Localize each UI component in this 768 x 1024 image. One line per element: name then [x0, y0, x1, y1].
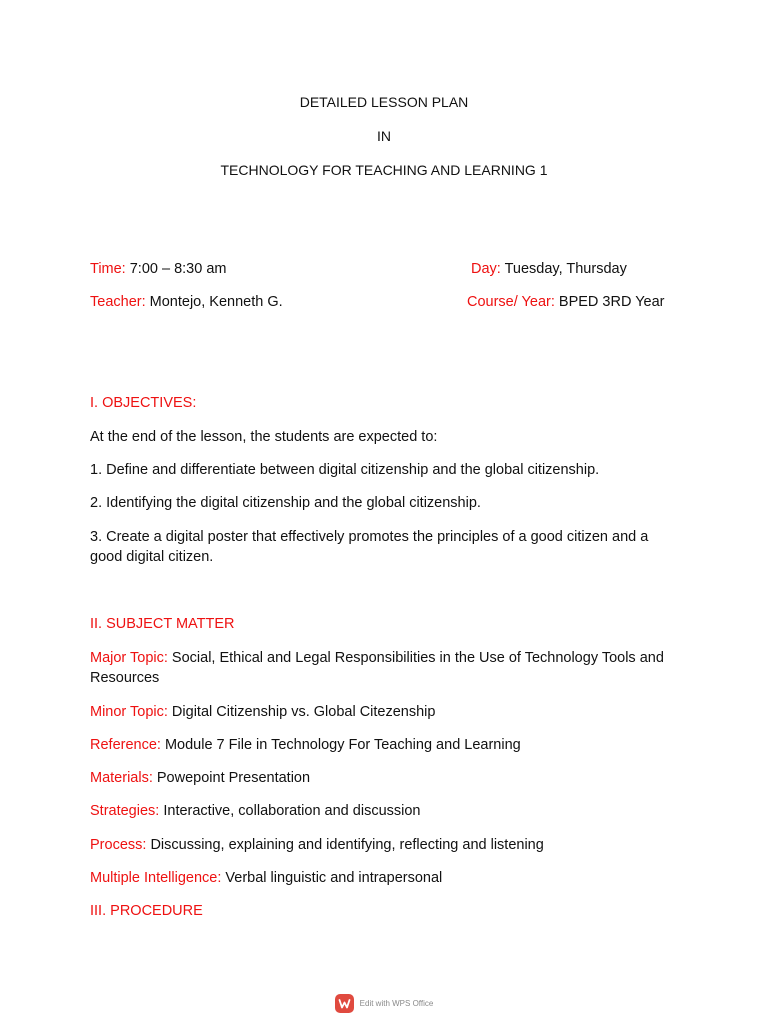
- process-field: [90, 835, 544, 855]
- teacher-field: [90, 292, 283, 312]
- objective-item: 3. Create a digital poster that effectively promotes the principles of a good citizen and a good digital citizen.: [90, 529, 649, 565]
- wps-logo-icon: [335, 994, 354, 1013]
- major-topic-label: Major Topic:: [90, 650, 168, 666]
- course-year-label: Course/ Year:: [467, 294, 555, 310]
- minor-topic-value: Digital Citizenship vs. Global Citezenship: [167, 704, 436, 720]
- time-value: 7:00 – 8:30 am: [125, 261, 227, 277]
- course-year-field: [467, 292, 665, 312]
- document-subject: TECHNOLOGY FOR TEACHING AND LEARNING 1: [220, 162, 548, 178]
- time-field: [90, 259, 226, 279]
- materials-label: Materials:: [90, 770, 153, 786]
- strategies-label: Strategies:: [90, 803, 160, 819]
- day-value: Tuesday, Thursday: [500, 261, 627, 277]
- subject-matter-heading: II. SUBJECT MATTER: [90, 616, 235, 632]
- strategies-value: Interactive, collaboration and discussion: [159, 803, 421, 819]
- objectives-intro: At the end of the lesson, the students are expected to:: [90, 429, 438, 445]
- multiple-intelligence-value: Verbal linguistic and intrapersonal: [221, 870, 443, 886]
- strategies-field: [90, 801, 420, 821]
- course-year-value: BPED 3RD Year: [554, 294, 665, 310]
- wps-edit-link[interactable]: Edit with WPS Office: [359, 999, 434, 1008]
- major-topic-value: Social, Ethical and Legal Responsibilities in the Use of Technology Tools and Resources: [90, 650, 664, 686]
- materials-value: Powepoint Presentation: [152, 770, 311, 786]
- minor-topic-field: [90, 702, 435, 722]
- day-label: Day:: [471, 261, 501, 277]
- procedure-heading: III. PROCEDURE: [90, 903, 203, 919]
- minor-topic-label: Minor Topic:: [90, 704, 168, 720]
- multiple-intelligence-label: Multiple Intelligence:: [90, 870, 222, 886]
- objectives-heading: I. OBJECTIVES:: [90, 395, 197, 411]
- process-label: Process:: [90, 837, 147, 853]
- day-field: [471, 259, 627, 279]
- reference-label: Reference:: [90, 737, 161, 753]
- major-topic-field: [90, 648, 680, 688]
- document-title: DETAILED LESSON PLAN: [299, 94, 469, 110]
- materials-field: [90, 768, 310, 788]
- reference-value: Module 7 File in Technology For Teaching and Learning: [160, 737, 521, 753]
- reference-field: [90, 735, 521, 755]
- time-label: Time:: [90, 261, 126, 277]
- teacher-label: Teacher:: [90, 294, 146, 310]
- teacher-value: Montejo, Kenneth G.: [145, 294, 283, 310]
- document-title-in: IN: [377, 128, 391, 144]
- objective-item: 2. Identifying the digital citizenship and the global citizenship.: [90, 495, 481, 511]
- wps-edit-footer[interactable]: [0, 994, 768, 1013]
- process-value: Discussing, explaining and identifying, reflecting and listening: [146, 837, 544, 853]
- objective-item: 1. Define and differentiate between digital citizenship and the global citizenship.: [90, 462, 600, 478]
- multiple-intelligence-field: [90, 868, 442, 888]
